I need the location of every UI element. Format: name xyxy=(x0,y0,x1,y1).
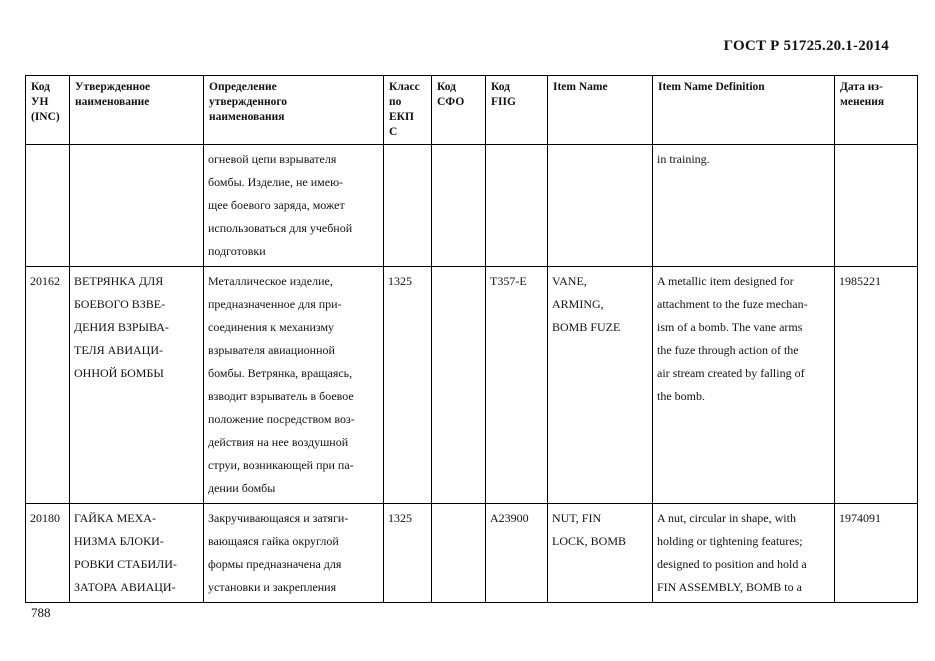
header-line: Класс xyxy=(389,81,420,93)
cell-line: взводит взрыватель в боевое xyxy=(208,389,354,403)
cell-line: БОЕВОГО ВЗВЕ- xyxy=(74,297,166,311)
header-line: FIIG xyxy=(491,96,516,108)
cell-item-name-definition xyxy=(653,145,835,267)
cell-line: формы предназначена для xyxy=(208,557,342,571)
header-line: Код xyxy=(437,81,457,93)
cell-sfo-code xyxy=(432,145,486,267)
cell-line: holding or tightening features; xyxy=(657,534,803,548)
cell-line: BOMB FUZE xyxy=(552,320,621,334)
header-line: наименование xyxy=(75,96,150,108)
cell-item-name xyxy=(548,267,653,504)
header-line: Код xyxy=(31,81,51,93)
cell-line: ВЕТРЯНКА ДЛЯ xyxy=(74,274,164,288)
header-fiig-code xyxy=(486,76,548,145)
cell-inc-code xyxy=(26,267,70,504)
cell-class-ekps xyxy=(384,267,432,504)
header-item-name-definition xyxy=(653,76,835,145)
cell-line: Закручивающаяся и затяги- xyxy=(208,511,349,525)
cell-line: 1325 xyxy=(388,511,412,525)
cell-line: положение посредством воз- xyxy=(208,412,355,426)
cell-line: 1985221 xyxy=(839,274,881,288)
header-inc-code xyxy=(26,76,70,145)
cell-line: ЗАТОРА АВИАЦИ- xyxy=(74,580,176,594)
header-class-ekps xyxy=(384,76,432,145)
cell-line: 1325 xyxy=(388,274,412,288)
header-approved-name xyxy=(70,76,204,145)
cell-line: FIN ASSEMBLY, BOMB to a xyxy=(657,580,802,594)
cell-sfo-code xyxy=(432,267,486,504)
cell-line: designed to position and hold a xyxy=(657,557,807,571)
cell-line: attachment to the fuze mechan- xyxy=(657,297,808,311)
cell-line: струи, возникающей при па- xyxy=(208,458,354,472)
table-header-row xyxy=(26,76,918,145)
cell-fiig-code xyxy=(486,145,548,267)
header-line: Определение xyxy=(209,81,277,93)
cell-line: 1974091 xyxy=(839,511,881,525)
cell-line: Металлическое изделие, xyxy=(208,274,333,288)
table-row xyxy=(26,267,918,504)
cell-line: T357-E xyxy=(490,274,527,288)
cell-line: 20180 xyxy=(30,511,60,525)
header-line: наименования xyxy=(209,111,285,123)
header-line: Item Name xyxy=(553,81,608,93)
cell-line: air stream created by falling of xyxy=(657,366,805,380)
header-line: по xyxy=(389,96,402,108)
table-row xyxy=(26,504,918,603)
cell-line: ARMING, xyxy=(552,297,604,311)
cell-line: дении бомбы xyxy=(208,481,276,495)
header-line: утвержденного xyxy=(209,96,288,108)
header-name-definition xyxy=(204,76,384,145)
cell-line: ГАЙКА МЕХА- xyxy=(74,511,156,525)
cell-change-date xyxy=(835,504,918,603)
header-sfo-code xyxy=(432,76,486,145)
cell-line: РОВКИ СТАБИЛИ- xyxy=(74,557,177,571)
header-line: менения xyxy=(840,96,885,108)
cell-line: LOCK, BOMB xyxy=(552,534,627,548)
cell-item-name xyxy=(548,145,653,267)
cell-line: in training. xyxy=(657,152,710,166)
cell-line: ТЕЛЯ АВИАЦИ- xyxy=(74,343,163,357)
cell-name-definition xyxy=(204,145,384,267)
page-number: 788 xyxy=(31,605,51,620)
cell-line: A nut, circular in shape, with xyxy=(657,511,796,525)
cell-name-definition xyxy=(204,267,384,504)
cell-line: NUT, FIN xyxy=(552,511,602,525)
cell-line: вающаяся гайка округлой xyxy=(208,534,339,548)
cell-line: подготовки xyxy=(208,244,266,258)
cell-line: A metallic item designed for xyxy=(657,274,794,288)
header-line: СФО xyxy=(437,96,465,108)
header-line: Item Name Definition xyxy=(658,81,765,93)
header-line: Код xyxy=(491,81,511,93)
header-line: УН xyxy=(31,96,49,108)
cell-item-name xyxy=(548,504,653,603)
header-line: С xyxy=(389,126,398,138)
cell-change-date xyxy=(835,267,918,504)
cell-line: бомбы. Изделие, не имею- xyxy=(208,175,344,189)
header-item-name xyxy=(548,76,653,145)
cell-item-name-definition xyxy=(653,267,835,504)
cell-line: использоваться для учебной xyxy=(208,221,353,235)
cell-name-definition xyxy=(204,504,384,603)
cell-line: действия на нее воздушной xyxy=(208,435,349,449)
cell-fiig-code xyxy=(486,267,548,504)
table-row xyxy=(26,145,918,267)
cell-inc-code xyxy=(26,145,70,267)
cell-line: щее боевого заряда, может xyxy=(208,198,345,212)
cell-line: ДЕНИЯ ВЗРЫВА- xyxy=(74,320,169,334)
cell-line: установки и закрепления xyxy=(208,580,337,594)
cell-line: взрывателя авиационной xyxy=(208,343,335,357)
header-line: Утвержденное xyxy=(75,81,151,93)
classification-table xyxy=(25,75,918,603)
cell-line: ism of a bomb. The vane arms xyxy=(657,320,803,334)
cell-line: VANE, xyxy=(552,274,587,288)
cell-line: предназначенное для при- xyxy=(208,297,342,311)
header-line: (INC) xyxy=(31,111,60,123)
cell-approved-name xyxy=(70,145,204,267)
cell-inc-code xyxy=(26,504,70,603)
cell-approved-name xyxy=(70,504,204,603)
header-line: Дата из- xyxy=(840,81,883,93)
cell-line: 20162 xyxy=(30,274,60,288)
cell-line: огневой цепи взрывателя xyxy=(208,152,337,166)
cell-approved-name xyxy=(70,267,204,504)
cell-fiig-code xyxy=(486,504,548,603)
cell-line: A23900 xyxy=(490,511,529,525)
cell-line: соединения к механизму xyxy=(208,320,335,334)
cell-line: the fuze through action of the xyxy=(657,343,799,357)
cell-line: НИЗМА БЛОКИ- xyxy=(74,534,164,548)
cell-line: the bomb. xyxy=(657,389,705,403)
cell-item-name-definition xyxy=(653,504,835,603)
header-change-date xyxy=(835,76,918,145)
header-line: ЕКП xyxy=(389,111,414,123)
cell-class-ekps xyxy=(384,145,432,267)
cell-line: бомбы. Ветрянка, вращаясь, xyxy=(208,366,353,380)
cell-sfo-code xyxy=(432,504,486,603)
document-title: ГОСТ Р 51725.20.1-2014 xyxy=(723,38,889,54)
cell-change-date xyxy=(835,145,918,267)
cell-line: ОННОЙ БОМБЫ xyxy=(74,366,164,380)
cell-class-ekps xyxy=(384,504,432,603)
